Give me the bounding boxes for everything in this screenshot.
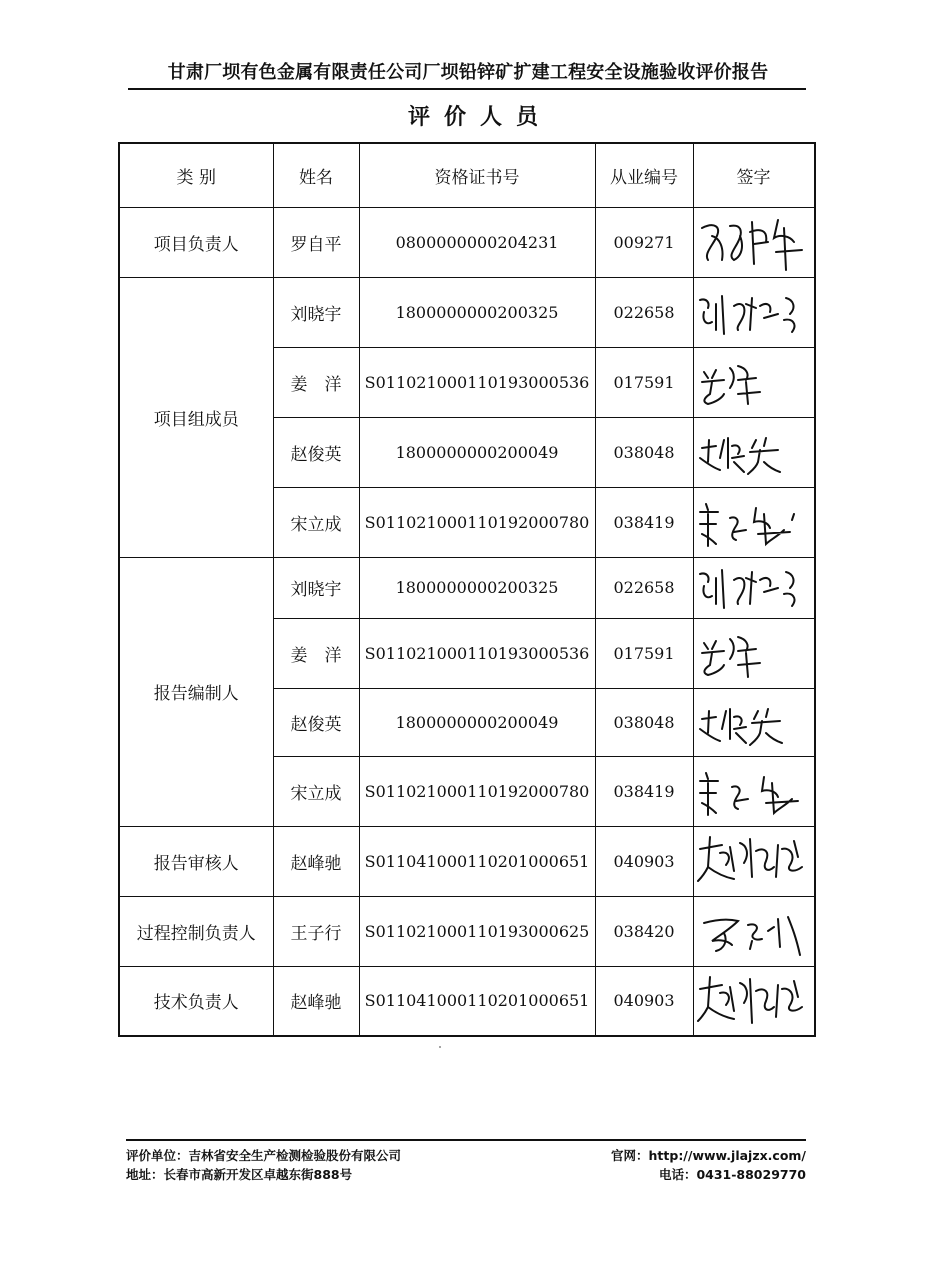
name-cell: 姜 洋 — [273, 347, 359, 417]
table-row — [119, 966, 815, 1036]
signature-cell — [693, 756, 815, 826]
header-signature: 签字 — [693, 143, 815, 207]
signature-cell — [693, 207, 815, 277]
cert-cell: S011021000110193000625 — [359, 896, 595, 966]
name-cell: 刘晓宇 — [273, 557, 359, 618]
id-cell: 022658 — [595, 277, 693, 347]
table-row — [119, 207, 815, 277]
cert-cell: 0800000000204231 — [359, 207, 595, 277]
handwritten-signature — [694, 208, 814, 276]
name-cell: 宋立成 — [273, 756, 359, 826]
name-cell: 赵俊英 — [273, 688, 359, 756]
table-row — [119, 826, 815, 896]
cert-cell: S011021000110193000536 — [359, 347, 595, 417]
header-divider — [128, 88, 806, 90]
section-title: 评价人员 — [407, 105, 552, 130]
handwritten-signature — [694, 757, 814, 825]
cert-cell: S011021000110192000780 — [359, 756, 595, 826]
table-row — [119, 557, 815, 618]
name-cell: 赵俊英 — [273, 417, 359, 487]
footer-phone: 电话：0431-88029770 — [658, 1167, 806, 1182]
id-cell: 038420 — [595, 896, 693, 966]
id-cell: 040903 — [595, 966, 693, 1036]
signature-cell — [693, 966, 815, 1036]
cert-cell: 1800000000200049 — [359, 688, 595, 756]
footer-evaluation-unit: 评价单位：吉林省安全生产检测检验股份有限公司 — [126, 1148, 402, 1163]
signature-cell — [693, 826, 815, 896]
handwritten-signature — [694, 689, 814, 755]
handwritten-signature — [694, 967, 814, 1035]
name-cell: 赵峰驰 — [273, 826, 359, 896]
id-cell: 040903 — [595, 826, 693, 896]
category-cell: 技术负责人 — [119, 966, 273, 1036]
name-cell: 宋立成 — [273, 487, 359, 557]
footer-website: 官网：http://www.jlajzx.com/ — [611, 1148, 806, 1163]
header-cert: 资格证书号 — [359, 143, 595, 207]
name-cell: 赵峰驰 — [273, 966, 359, 1036]
table-header-row — [119, 143, 815, 207]
signature-cell — [693, 688, 815, 756]
handwritten-signature — [694, 278, 814, 346]
signature-cell — [693, 557, 815, 618]
category-cell: 项目负责人 — [119, 207, 273, 277]
handwritten-signature — [694, 897, 814, 965]
id-cell: 038048 — [595, 688, 693, 756]
id-cell: 017591 — [595, 618, 693, 688]
scan-speck — [439, 1046, 441, 1048]
cert-cell: 1800000000200325 — [359, 277, 595, 347]
report-header-title: 甘肃厂坝有色金属有限责任公司厂坝铅锌矿扩建工程安全设施验收评价报告 — [167, 62, 769, 83]
name-cell: 王子行 — [273, 896, 359, 966]
signature-cell — [693, 487, 815, 557]
cert-cell: S011021000110192000780 — [359, 487, 595, 557]
signature-cell — [693, 347, 815, 417]
handwritten-signature — [694, 418, 814, 486]
id-cell: 038419 — [595, 487, 693, 557]
cert-cell: S011041000110201000651 — [359, 826, 595, 896]
name-cell: 姜 洋 — [273, 618, 359, 688]
id-cell: 022658 — [595, 557, 693, 618]
header-name: 姓名 — [273, 143, 359, 207]
evaluator-table — [118, 142, 816, 1037]
signature-cell — [693, 618, 815, 688]
category-cell: 项目组成员 — [119, 277, 273, 557]
category-cell: 过程控制负责人 — [119, 896, 273, 966]
handwritten-signature — [694, 348, 814, 416]
signature-cell — [693, 277, 815, 347]
footer-address: 地址：长春市高新开发区卓越东街888号 — [126, 1167, 353, 1182]
name-cell: 罗自平 — [273, 207, 359, 277]
cert-cell: 1800000000200049 — [359, 417, 595, 487]
id-cell: 038419 — [595, 756, 693, 826]
signature-cell — [693, 417, 815, 487]
cert-cell: S011041000110201000651 — [359, 966, 595, 1036]
footer-divider — [126, 1139, 806, 1141]
id-cell: 017591 — [595, 347, 693, 417]
table-row — [119, 896, 815, 966]
handwritten-signature — [694, 558, 814, 617]
table-row — [119, 277, 815, 347]
cert-cell: S011021000110193000536 — [359, 618, 595, 688]
cert-cell: 1800000000200325 — [359, 557, 595, 618]
category-cell: 报告编制人 — [119, 557, 273, 826]
header-category: 类 别 — [119, 143, 273, 207]
signature-cell — [693, 896, 815, 966]
handwritten-signature — [694, 827, 814, 895]
handwritten-signature — [694, 619, 814, 687]
handwritten-signature — [694, 488, 814, 556]
category-cell: 报告审核人 — [119, 826, 273, 896]
header-id: 从业编号 — [595, 143, 693, 207]
id-cell: 009271 — [595, 207, 693, 277]
name-cell: 刘晓宇 — [273, 277, 359, 347]
id-cell: 038048 — [595, 417, 693, 487]
